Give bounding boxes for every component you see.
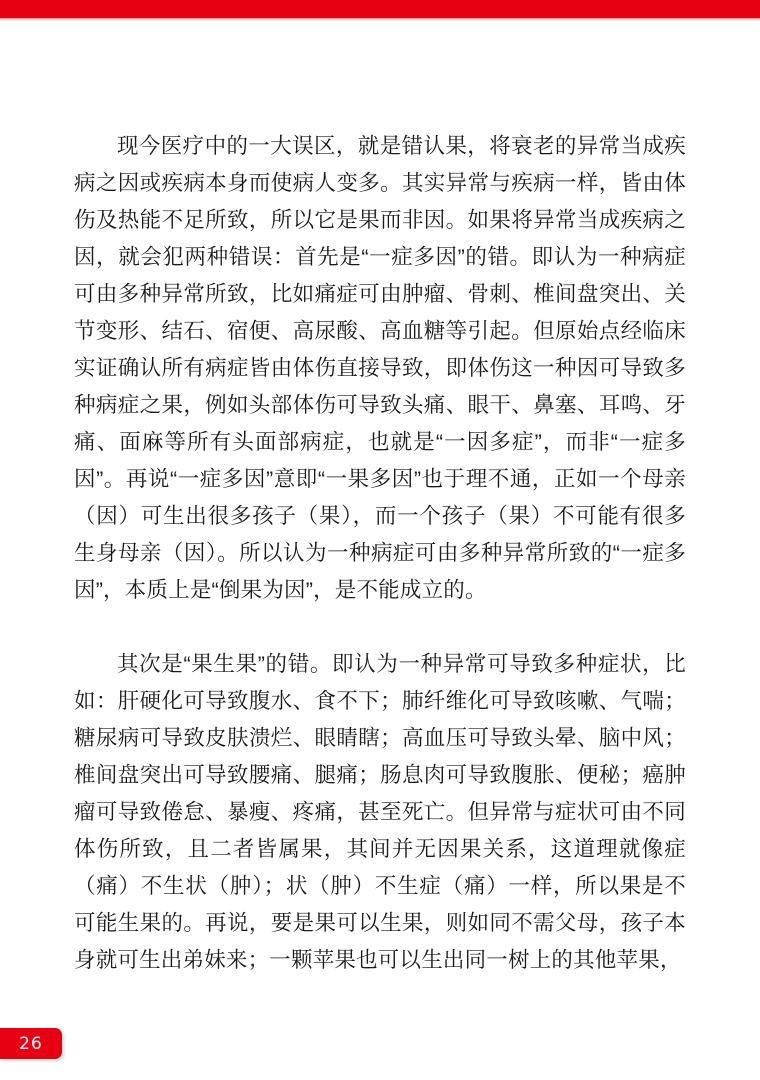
page-body-text xyxy=(74,128,686,979)
page-number-badge xyxy=(0,1028,62,1059)
top-decorative-band xyxy=(0,0,760,18)
top-band-shadow xyxy=(0,18,760,21)
paragraph-2: 其次是“果生果”的错。即认为一种异常可导致多种症状，比如：肝硬化可导致腹水、食不下；肺纤维化可导致咳嗽、气喘；糖尿病可导致皮肤溃烂、眼睛瞎；高血压可导致头晕、脑中风；椎间盘突出可导致腰痛、腿痛；肠息肉可导致腹胀、便秘；癌肿瘤可导致倦怠、暴瘦、疼痛，甚至死亡。但异常与症状可由不同体伤所致，且二者皆属果，其间并无因果关系，这道理就像症（痛）不生状（肿）；状（肿）不生症（痛）一样，所以果是不可能生果的。再说，要是果可以生果，则如同不需父母，孩子本身就可生出弟妹来；一颗苹果也可以生出同一树上的其他苹果， xyxy=(74,652,686,972)
paragraph-1: 现今医疗中的一大误区，就是错认果，将衰老的异常当成疾病之因或疾病本身而使病人变多。其实异常与疾病一样，皆由体伤及热能不足所致，所以它是果而非因。如果将异常当成疾病之因，就会犯两种错误：首先是“一症多因”的错。即认为一种病症可由多种异常所致，比如痛症可由肿瘤、骨刺、椎间盘突出、关节变形、结石、宿便、高尿酸、高血糖等引起。但原始点经临床实证确认所有病症皆由体伤直接导致，即体伤这一种因可导致多种病症之果，例如头部体伤可导致头痛、眼干、鼻塞、耳鸣、牙痛、面麻等所有头面部病症，也就是“一因多症”，而非“一症多因”。再说“一症多因”意即“一果多因”也于理不通，正如一个母亲（因）可生出很多孩子（果），而一个孩子（果）不可能有很多生身母亲（因）。所以认为一种病症可由多种异常所致的“一症多因”，本质上是“倒果为因”，是不能成立的。 xyxy=(74,134,686,602)
page-number-label: 26 xyxy=(19,1033,43,1054)
